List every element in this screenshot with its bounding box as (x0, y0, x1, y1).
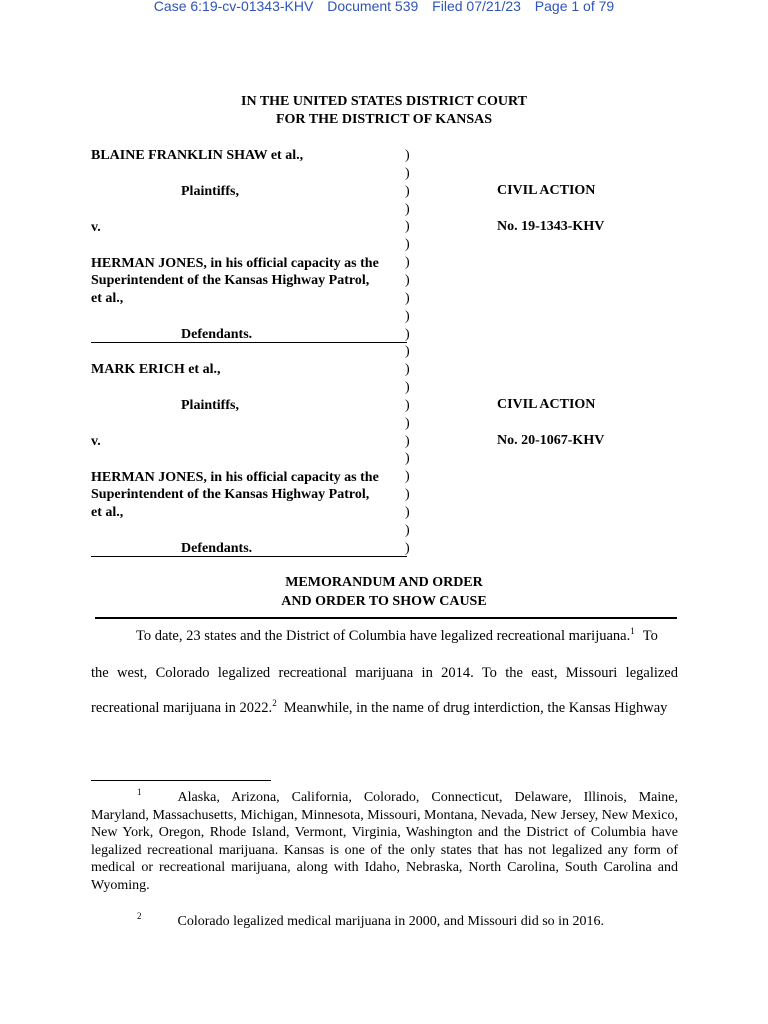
body-line-2: the west, Colorado legalized recreational marijuana in 2014. To the east, Missouri legalized (91, 665, 678, 681)
body-line-1 (91, 628, 678, 645)
caption-parenthesis: ) (405, 397, 410, 413)
caption1-defendant-line1: HERMAN JONES, in his official capacity as the (91, 256, 379, 271)
caption1-civil-action: CIVIL ACTION (497, 183, 596, 198)
caption-parenthesis: ) (405, 540, 410, 556)
caption-parenthesis: ) (405, 469, 410, 485)
caption-parenthesis: ) (405, 219, 410, 235)
footnote-1 (91, 789, 678, 895)
caption2-versus: v. (91, 434, 101, 449)
caption-parenthesis: ) (405, 415, 410, 431)
caption-parenthesis: ) (405, 326, 410, 342)
page-count: Page 1 of 79 (534, 0, 615, 14)
court-district: FOR THE DISTRICT OF KANSAS (275, 112, 492, 127)
caption-parenthesis: ) (405, 433, 410, 449)
footnote-2 (91, 913, 678, 931)
filed-date: Filed 07/21/23 (432, 0, 521, 14)
caption1-defendants-label: Defendants. (181, 327, 253, 342)
caption1-defendant-line2: Superintendent of the Kansas Highway Patrol, (91, 273, 370, 288)
caption2-plaintiffs-label: Plaintiffs, (181, 398, 239, 413)
caption2-defendant-line3: et al., (91, 505, 124, 520)
caption-parenthesis: ) (405, 451, 410, 467)
case-number: Case 6:19-cv-01343-KHV (153, 0, 314, 14)
order-title: MEMORANDUM AND ORDER (285, 575, 483, 590)
footnote-text: Colorado legalized medical marijuana in 2000, and Missouri did so in 2016. (177, 914, 605, 929)
caption-parenthesis: ) (405, 272, 410, 288)
caption2-civil-action: CIVIL ACTION (497, 397, 596, 412)
caption1-underline (91, 325, 407, 343)
caption2-defendant-line2: Superintendent of the Kansas Highway Patrol, (91, 487, 370, 502)
caption1-versus: v. (91, 220, 101, 235)
caption1-case-number: No. 19-1343-KHV (497, 219, 605, 234)
caption1-defendant-line3: et al., (91, 291, 124, 306)
caption1-plaintiff: BLAINE FRANKLIN SHAW et al., (91, 148, 304, 163)
caption2-defendant-line1: HERMAN JONES, in his official capacity as the (91, 470, 379, 485)
caption-parenthesis: ) (405, 183, 410, 199)
footnote-number: 1 (137, 787, 142, 798)
caption-parenthesis: ) (405, 344, 410, 360)
caption2-plaintiff: MARK ERICH et al., (91, 362, 221, 377)
body-text: recreational marijuana in 2022. (91, 700, 273, 716)
caption-parenthesis: ) (405, 362, 410, 378)
order-subtitle: AND ORDER TO SHOW CAUSE (281, 594, 487, 609)
caption-parenthesis: ) (405, 308, 410, 324)
body-text: Meanwhile, in the name of drug interdiction, the Kansas Highway (283, 700, 668, 716)
title-rule (95, 617, 677, 619)
caption-parenthesis: ) (405, 237, 410, 253)
caption-parenthesis: ) (405, 505, 410, 520)
caption-parenthesis: ) (405, 255, 410, 271)
court-name: IN THE UNITED STATES DISTRICT COURT (241, 94, 527, 109)
body-text: To date, 23 states and the District of Columbia have legalized recreational marijuana. (136, 628, 631, 644)
caption-parenthesis: ) (405, 165, 410, 181)
caption-parenthesis: ) (405, 522, 410, 538)
ecf-header (0, 0, 768, 14)
body-line-3 (91, 700, 678, 717)
footnote-separator (91, 780, 271, 781)
document-number: Document 539 (327, 0, 419, 14)
caption-parenthesis: ) (405, 290, 410, 306)
footnote-number: 2 (137, 911, 142, 922)
caption1-plaintiffs-label: Plaintiffs, (181, 184, 239, 199)
caption-parenthesis: ) (405, 487, 410, 503)
footnote-text: Alaska, Arizona, California, Colorado, Connecticut, Delaware, Illinois, Maine, Maryland, Massachusetts, Michigan, Minnesota, Missouri, Montana, Nevada, New Jersey, New Mexico, New York, Oregon, Rhode Island, Vermont, Virginia, Washington and the District of Columbia have legalized recreational marijuana. Kansas is one of the only states that has not legalized any form of medical or recreational marijuana, along with Idaho, Nebraska, North Carolina, South Carolina and Wyoming. (91, 790, 678, 893)
caption2-underline (91, 539, 407, 557)
footnote-ref-2: 2 (272, 698, 277, 709)
footnote-ref-1: 1 (630, 626, 635, 637)
caption2-case-number: No. 20-1067-KHV (497, 433, 605, 448)
caption-parenthesis: ) (405, 148, 410, 163)
caption-parenthesis: ) (405, 380, 410, 396)
caption-parenthesis: ) (405, 201, 410, 217)
caption2-defendants-label: Defendants. (181, 541, 253, 556)
body-text: To (642, 628, 658, 644)
